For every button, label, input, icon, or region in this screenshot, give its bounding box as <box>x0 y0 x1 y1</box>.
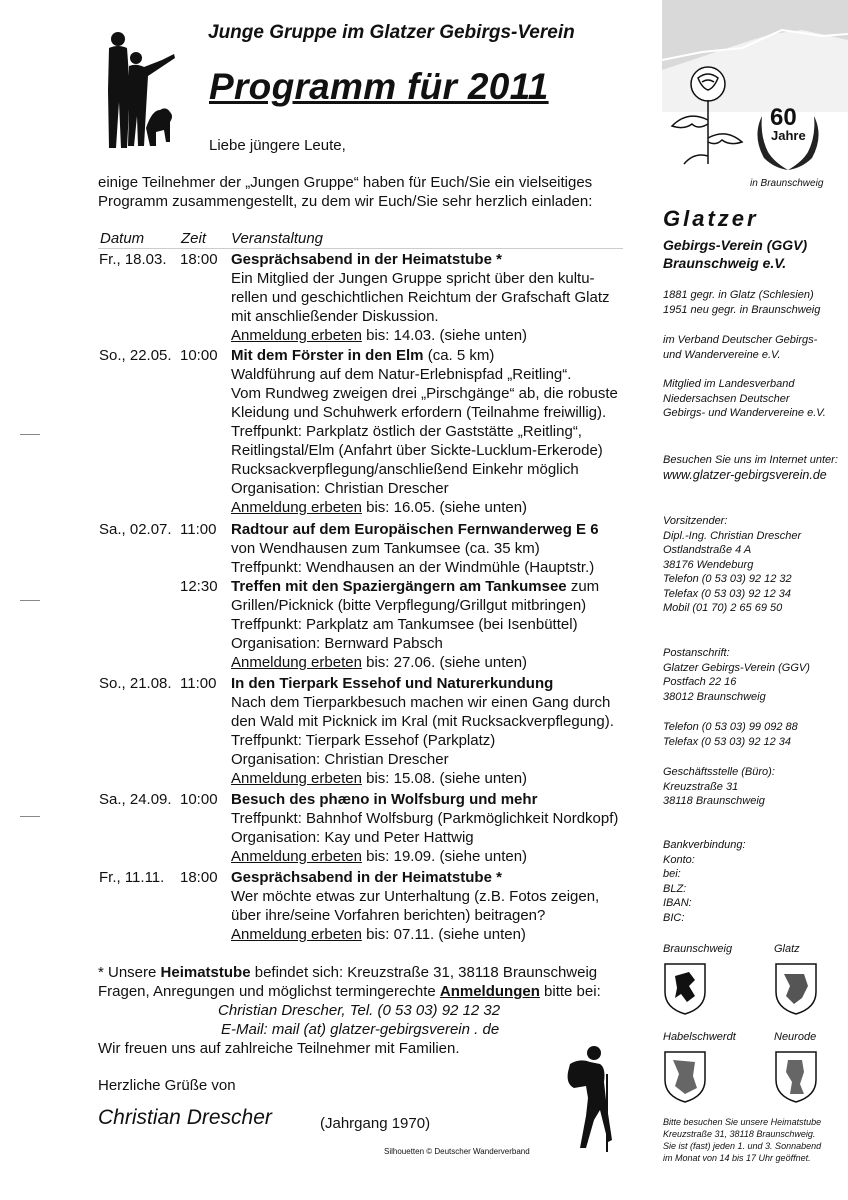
registration-label: Anmeldung erbeten <box>231 770 362 787</box>
website-link[interactable]: www.glatzer-gebirgsverein.de <box>663 468 827 482</box>
greeting: Liebe jüngere Leute, <box>209 137 346 154</box>
event-registration <box>231 498 527 517</box>
visit-line: Sie ist (fast) jeden 1. und 3. Sonnabend <box>663 1141 822 1151</box>
office-line: 38118 Braunschweig <box>663 795 765 807</box>
header-divider <box>98 248 623 249</box>
org-line-3: Braunschweig e.V. <box>663 255 787 271</box>
event-detail: Treffpunkt: Parkplatz östlich der Gaststätte „Reitling“, <box>231 423 582 440</box>
anniversary-word: Jahre <box>771 128 806 143</box>
anniversary-number: 60 <box>770 104 797 131</box>
postal-line: Glatzer Gebirgs-Verein (GGV) <box>663 661 810 674</box>
event-detail: mit anschließender Diskussion. <box>231 308 439 325</box>
bank-line: BIC: <box>663 911 685 924</box>
page-title: Programm für 2011 <box>209 66 549 107</box>
event-detail: Ein Mitglied der Jungen Gruppe spricht über den kultu- <box>231 270 595 287</box>
event-registration <box>231 326 527 345</box>
event-detail: Grillen/Picknick (bitte Verpflegung/Grillgut mitbringen) <box>231 597 587 614</box>
event-detail: den Wald mit Picknick im Kral (mit Rucksackverpflegung). <box>231 713 614 730</box>
event-title: Treffen mit den Spaziergängern am Tankumsee <box>231 578 567 595</box>
chair-line: Telefon (0 53 03) 92 12 32 <box>663 573 792 585</box>
event-detail: rellen und geschichtlichen Reichtum der Grafschaft Glatz <box>231 289 610 306</box>
registration-deadline: bis: 16.05. (siehe unten) <box>361 499 528 516</box>
event-title-line <box>231 577 599 596</box>
postal-line: Postanschrift: <box>663 647 730 659</box>
rose-emblem-icon <box>664 60 750 176</box>
event-date: So., 21.08. <box>99 675 172 692</box>
association-line: Mitglied im Landesverband <box>663 378 795 390</box>
bank-line: BLZ: <box>663 882 687 895</box>
event-detail: Organisation: Christian Drescher <box>231 480 449 497</box>
event-date: Sa., 24.09. <box>99 791 172 808</box>
visit-line: Kreuzstraße 31, 38118 Braunschweig. <box>663 1129 816 1139</box>
visit-block <box>663 1116 821 1164</box>
registration-deadline: bis: 27.06. (siehe unten) <box>361 654 528 671</box>
office-block <box>663 765 775 809</box>
image-credit: Silhouetten © Deutscher Wanderverband <box>384 1147 530 1156</box>
contact-email: E-Mail: mail (at) glatzer-gebirgsverein . de <box>221 1021 500 1038</box>
questions-suffix: bitte bei: <box>539 983 601 1000</box>
bank-line: IBAN: <box>663 897 692 909</box>
event-time: 11:00 <box>180 675 217 692</box>
column-header-event: Veranstaltung <box>231 230 324 247</box>
column-header-time: Zeit <box>181 230 207 247</box>
event-title-extra: (ca. 5 km) <box>423 347 495 364</box>
phone-line: Telefax (0 53 03) 92 12 34 <box>663 735 792 748</box>
chair-line: Vorsitzender: <box>663 515 728 527</box>
org-name: Glatzer <box>663 206 759 231</box>
registration-label: Anmeldung erbeten <box>231 499 362 516</box>
association-line: Niedersachsen Deutscher <box>663 392 790 405</box>
postal-line: Postfach 22 16 <box>663 676 737 688</box>
event-time: 10:00 <box>180 347 218 364</box>
intro-line: einige Teilnehmer der „Jungen Gruppe“ haben für Euch/Sie ein vielseitiges <box>98 174 593 191</box>
questions-bold: Anmeldungen <box>439 983 540 1000</box>
registration-label: Anmeldung erbeten <box>231 654 362 671</box>
event-detail: Organisation: Bernward Pabsch <box>231 635 443 652</box>
event-registration <box>231 847 527 866</box>
visit-line: im Monat von 14 bis 17 Uhr geöffnet. <box>663 1153 811 1163</box>
neurode-crest-icon <box>774 1050 818 1104</box>
event-date: Sa., 02.07. <box>99 521 172 538</box>
event-detail: Treffpunkt: Tierpark Essehof (Parkplatz) <box>231 732 496 749</box>
event-detail: Waldführung auf dem Natur-Erlebnispfad „Reitling“. <box>231 366 572 383</box>
membership-block <box>663 333 817 362</box>
event-time: 18:00 <box>180 869 218 886</box>
event-detail: Treffpunkt: Wendhausen an der Windmühle (Hauptstr.) <box>231 559 595 576</box>
crest-label: Braunschweig <box>663 943 733 955</box>
association-line: Gebirgs- und Wandervereine e.V. <box>663 407 826 419</box>
event-detail: Vom Rundweg zweigen drei „Pirschgänge“ ab, die robuste <box>231 385 618 402</box>
event-title: Gesprächsabend in der Heimatstube * <box>231 251 502 268</box>
history-line: 1881 gegr. in Glatz (Schlesien) <box>663 289 814 301</box>
web-label: Besuchen Sie uns im Internet unter: <box>663 454 838 466</box>
margin-mark <box>20 434 40 435</box>
chair-line: Telefax (0 53 03) 92 12 34 <box>663 587 792 600</box>
braunschweig-crest-icon <box>663 962 707 1016</box>
event-date: Fr., 18.03. <box>99 251 167 268</box>
event-date: So., 22.05. <box>99 347 172 364</box>
event-detail: Treffpunkt: Bahnhof Wolfsburg (Parkmöglichkeit Nordkopf) <box>231 810 619 827</box>
habelschwerdt-crest-icon <box>663 1050 707 1104</box>
event-detail: Nach dem Tierparkbesuch machen wir einen Gang durch <box>231 694 611 711</box>
registration-deadline: bis: 14.03. (siehe unten) <box>361 327 528 344</box>
event-detail: Rucksackverpflegung/anschließend Einkehr möglich <box>231 461 579 478</box>
registration-label: Anmeldung erbeten <box>231 327 362 344</box>
phone-block <box>663 720 798 749</box>
event-time: 11:00 <box>180 521 217 538</box>
membership-line: und Wandervereine e.V. <box>663 348 781 361</box>
event-detail: über ihre/seine Vorfahren berichten) beitragen? <box>231 907 546 924</box>
crest-label: Habelschwerdt <box>663 1031 736 1043</box>
postal-line: 38012 Braunschweig <box>663 690 766 703</box>
registration-label: Anmeldung erbeten <box>231 926 362 943</box>
registration-deadline: bis: 15.08. (siehe unten) <box>361 770 528 787</box>
questions-line <box>98 982 601 1001</box>
history-line: 1951 neu gegr. in Braunschweig <box>663 303 821 316</box>
crest-label: Glatz <box>774 943 800 955</box>
note-bold: Heimatstube <box>160 964 251 981</box>
contact-phone: Christian Drescher, Tel. (0 53 03) 92 12 32 <box>218 1002 501 1019</box>
event-title: Radtour auf dem Europäischen Fernwanderweg E 6 <box>231 521 599 538</box>
glatz-crest-icon <box>774 962 818 1016</box>
event-detail: Kleidung und Schuhwerk erfordern (Teilnahme freiwillig). <box>231 404 607 421</box>
org-line-2: Gebirgs-Verein (GGV) <box>663 237 808 253</box>
bank-line: bei: <box>663 868 681 880</box>
office-line: Geschäftsstelle (Büro): <box>663 766 775 778</box>
group-heading: Junge Gruppe im Glatzer Gebirgs-Verein <box>208 22 575 43</box>
chair-line: 38176 Wendeburg <box>663 558 754 571</box>
event-time: 18:00 <box>180 251 218 268</box>
history-block <box>663 288 820 317</box>
event-title: Besuch des phæno in Wolfsburg und mehr <box>231 791 538 808</box>
event-title-line <box>231 346 494 365</box>
intro-line: Programm zusammengestellt, zu dem wir Euch/Sie sehr herzlich einladen: <box>98 193 593 210</box>
column-header-date: Datum <box>100 230 145 247</box>
birth-year: (Jahrgang 1970) <box>320 1115 431 1132</box>
membership-line: im Verband Deutscher Gebirgs- <box>663 334 818 346</box>
hiker-silhouette-icon <box>560 1044 622 1156</box>
margin-mark <box>20 816 40 817</box>
bank-line: Konto: <box>663 853 695 866</box>
bank-line: Bankverbindung: <box>663 839 746 851</box>
event-time: 10:00 <box>180 791 218 808</box>
chair-block <box>663 514 801 616</box>
chair-line: Ostlandstraße 4 A <box>663 544 752 556</box>
signature: Christian Drescher <box>98 1106 272 1129</box>
event-detail: Organisation: Kay und Peter Hattwig <box>231 829 474 846</box>
chair-line: Dipl.-Ing. Christian Drescher <box>663 529 802 542</box>
note-rest: befindet sich: Kreuzstraße 31, 38118 Braunschweig <box>250 964 598 981</box>
anniversary-place: in Braunschweig <box>750 178 824 189</box>
registration-deadline: bis: 07.11. (siehe unten) <box>361 926 526 943</box>
event-detail: Treffpunkt: Parkplatz am Tankumsee (bei Isenbüttel) <box>231 616 578 633</box>
regards: Herzliche Grüße von <box>98 1077 236 1094</box>
margin-mark <box>20 600 40 601</box>
family-silhouette-icon <box>100 30 180 152</box>
event-title: In den Tierpark Essehof und Naturerkundung <box>231 675 554 692</box>
event-time: 12:30 <box>180 578 218 595</box>
event-title: Gesprächsabend in der Heimatstube * <box>231 869 502 886</box>
event-date: Fr., 11.11. <box>99 869 165 886</box>
crest-label: Neurode <box>774 1031 817 1043</box>
phone-line: Telefon (0 53 03) 99 092 88 <box>663 721 798 733</box>
questions-prefix: Fragen, Anregungen und möglichst termingerechte <box>98 983 440 1000</box>
visit-line: Bitte besuchen Sie unsere Heimatstube <box>663 1117 822 1127</box>
bank-block <box>663 838 746 925</box>
event-detail: Reitlingstal/Elm (Anfahrt über Sickte-Lucklum-Erkerode) <box>231 442 603 459</box>
registration-label: Anmeldung erbeten <box>231 848 362 865</box>
association-block <box>663 377 826 421</box>
chair-line: Mobil (01 70) 2 65 69 50 <box>663 602 783 614</box>
event-registration <box>231 925 526 944</box>
note-prefix: * Unsere <box>98 964 161 981</box>
closing-line: Wir freuen uns auf zahlreiche Teilnehmer mit Familien. <box>98 1040 460 1057</box>
office-line: Kreuzstraße 31 <box>663 780 739 793</box>
registration-deadline: bis: 19.09. (siehe unten) <box>361 848 528 865</box>
event-detail: Organisation: Christian Drescher <box>231 751 449 768</box>
event-registration <box>231 653 527 672</box>
postal-block <box>663 646 810 704</box>
event-registration <box>231 769 527 788</box>
event-detail: von Wendhausen zum Tankumsee (ca. 35 km) <box>231 540 540 557</box>
event-title: Mit dem Förster in den Elm <box>231 347 424 364</box>
event-detail: Wer möchte etwas zur Unterhaltung (z.B. Fotos zeigen, <box>231 888 600 905</box>
heimatstube-note <box>98 963 597 982</box>
event-title-extra: zum <box>566 578 600 595</box>
